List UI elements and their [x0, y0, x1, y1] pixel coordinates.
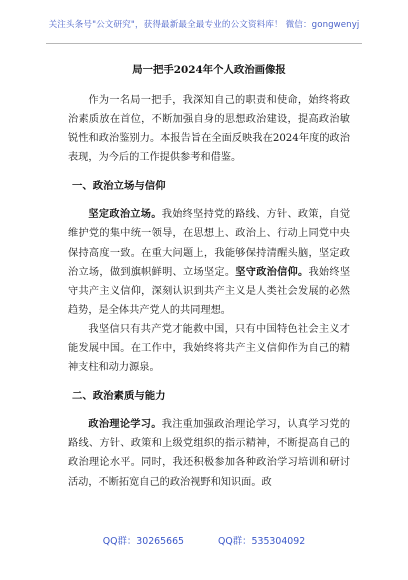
section1-paragraph-1 [68, 205, 350, 320]
footer-contacts [0, 533, 408, 547]
header-promo-note: 关注头条号"公文研究"，获得最新最全最专业的公文资料库！ 微信：gongwenyj [48, 20, 360, 30]
section-heading-2: 二、政治素质与能力 [72, 390, 166, 403]
section2-paragraph-1 [68, 415, 350, 491]
section-heading-1: 一、政治立场与信仰 [72, 180, 166, 193]
intro-paragraph: 作为一名局一把手，我深知自己的职责和使命，始终将政治素质放在首位，不断加强自身的思想政治建设，提高政治敏锐性和政治鉴别力。本报告旨在全面反映我在2024年度的政治表现，为今后的工作提供参考和借鉴。 [68, 95, 350, 164]
header-divider [46, 43, 362, 44]
section1-paragraph-2: 我坚信只有共产党才能救中国，只有中国特色社会主义才能发展中国。在工作中，我始终将共产主义信仰作为自己的精神支柱和动力源泉。 [68, 323, 350, 374]
lead-phrase: 政治理论学习。 [88, 419, 162, 431]
lead-phrase: 坚定政治立场。 [88, 209, 162, 221]
footer-qq-group-1: QQ群：30265665 [102, 536, 185, 547]
document-body [68, 60, 350, 492]
document-title: 局一把手2024年个人政治画像报 [132, 64, 286, 76]
paragraph-text: 我始终坚守共产主义信仰，深刻认识到共产主义是人类社会发展的必然趋势，是全体共产党人的共同理想。 [68, 266, 351, 316]
footer-qq-group-2: QQ群：535304092 [218, 536, 306, 547]
paragraph-text: 我注重加强政治理论学习，认真学习党的路线、方针、政策和上级党组织的指示精神，不断提高自己的政治理论水平。同时，我还积极参加各种政治学习培训和研讨活动，不断拓宽自己的政治视野和知识面。政 [68, 419, 351, 488]
lead-phrase: 坚守政治信仰。 [235, 266, 309, 278]
paragraph-text: 我始终坚持党的路线、方针、政策，自觉维护党的集中统一领导，在思想上、政治上、行动上同党中央保持高度一致。在重大问题上，我能够保持清醒头脑，坚定政治立场，做到旗帜鲜明、立场坚定。 [68, 209, 351, 278]
